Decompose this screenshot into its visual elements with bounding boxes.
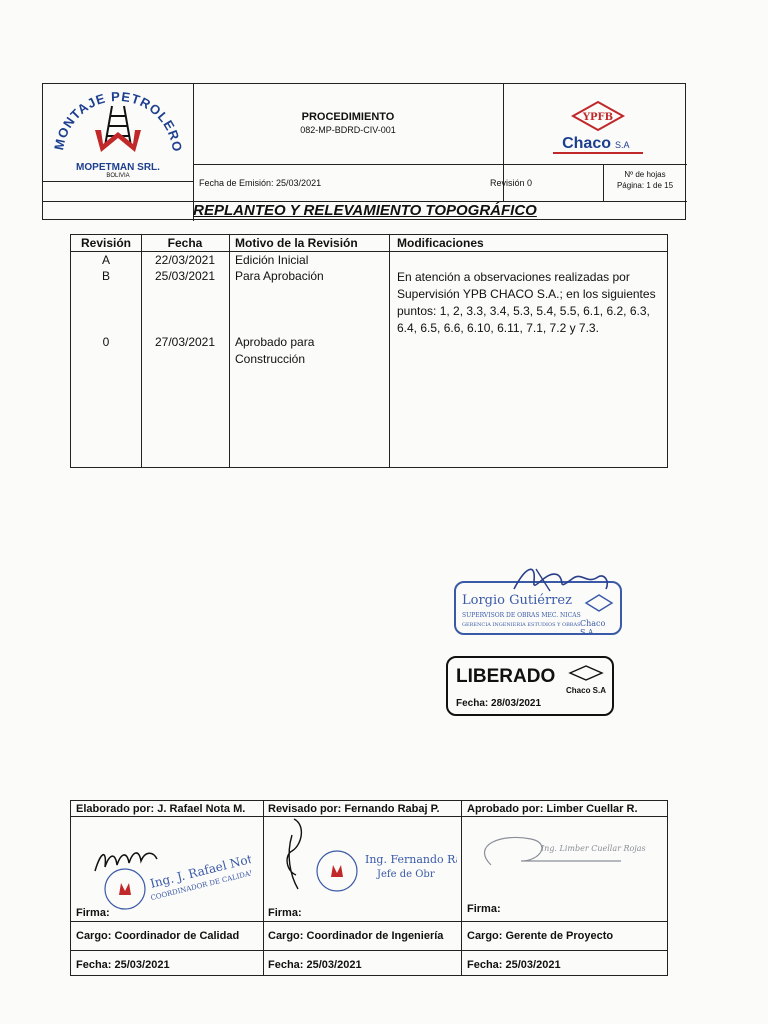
- chaco-suffix: S.A: [615, 140, 630, 150]
- row-reason: Edición Inicial: [235, 253, 309, 267]
- released-brand: Chaco S.A: [566, 686, 607, 695]
- row-reason: Aprobado para Construcción: [235, 335, 315, 366]
- row-modifications: En atención a observaciones realizadas por Supervisión YPB CHACO S.A.; en los siguientes puntos: 1, 2, 3.3, 3.4, 5.3, 5.4, 5.5, 6.1, 6.2, 6.3, 6.4, 6.5, 6.6, 6.10, 6.11, 7.1, 7.2 y 7.3.: [397, 270, 656, 335]
- document-title: REPLANTEO Y RELEVAMIENTO TOPOGRÁFICO: [193, 202, 537, 219]
- client-logo: [543, 98, 653, 158]
- role: Cargo: Coordinador de Ingeniería: [268, 930, 444, 942]
- row-rev: B: [101, 269, 110, 283]
- row-reason: Para Aprobación: [235, 269, 324, 283]
- signature-table: [70, 800, 668, 976]
- signer-stamp: [471, 825, 661, 885]
- date: Fecha: 25/03/2021: [268, 959, 362, 971]
- revision-number: Revisión 0: [490, 178, 533, 188]
- supervisor-stamp: [454, 581, 622, 635]
- sheets-label: Nº de hojas: [624, 170, 666, 179]
- date: Fecha: 25/03/2021: [76, 959, 170, 971]
- ypfb-diamond-icon: [584, 593, 614, 613]
- company-name: MOPETMAN SRL.: [76, 162, 160, 173]
- signature-label: Firma:: [467, 903, 501, 915]
- signer-stamp-role: Jefe de Obr: [377, 869, 435, 880]
- svg-text:MONTAJE PETROLERO: [51, 89, 185, 153]
- header-modifications: Modificaciones: [397, 236, 484, 250]
- header-reason: Motivo de la Revisión: [235, 236, 358, 250]
- signer-stamp-name: Ing. Fernando R: [365, 853, 456, 866]
- signer-stamp-name: Ing. J. Rafael Nota: [148, 850, 251, 891]
- supervisor-brand: Chaco S.A.: [580, 619, 606, 637]
- emission-date: Fecha de Emisión: 25/03/2021: [199, 178, 322, 188]
- signature-label: Firma:: [76, 907, 110, 919]
- released-stamp: [446, 656, 614, 716]
- role: Cargo: Gerente de Proyecto: [467, 930, 614, 942]
- row-rev: A: [101, 253, 110, 267]
- released-date: Fecha: 28/03/2021: [456, 698, 542, 709]
- m-logo-icon: [95, 130, 141, 152]
- prepared-by: Elaborado por: J. Rafael Nota M.: [76, 803, 246, 815]
- supervisor-name: Lorgio Gutiérrez: [462, 593, 572, 608]
- chaco-text: Chaco: [562, 135, 611, 152]
- row-date: 22/03/2021: [154, 253, 216, 267]
- signer-stamp-role: COORDINADOR DE CALIDAD: [149, 868, 251, 903]
- logo-arc-text: MONTAJE PETROLERO: [51, 88, 186, 154]
- doc-code: 082-MP-BDRD-CIV-001: [300, 125, 396, 135]
- signer-stamp-name: Ing. Limber Cuellar Rojas: [541, 844, 646, 853]
- doc-type: PROCEDIMIENTO: [301, 111, 395, 123]
- ypfb-diamond-icon: [566, 664, 606, 682]
- company-country: BOLIVIA: [106, 173, 130, 179]
- revision-table: [70, 234, 668, 468]
- row-rev: 0: [102, 335, 110, 349]
- signature-label: Firma:: [268, 907, 302, 919]
- released-label: LIBERADO: [456, 666, 556, 687]
- approved-by: Aprobado por: Limber Cuellar R.: [467, 803, 638, 815]
- reviewed-by: Revisado por: Fernando Rabaj P.: [268, 803, 440, 815]
- ypfb-text: YPFB: [582, 112, 614, 123]
- date: Fecha: 25/03/2021: [467, 959, 561, 971]
- signer-stamp: [307, 825, 457, 905]
- page-label: Página: 1 de 15: [616, 181, 674, 190]
- role: Cargo: Coordinador de Calidad: [76, 930, 240, 942]
- row-date: 27/03/2021: [154, 335, 216, 349]
- row-date: 25/03/2021: [154, 269, 216, 283]
- supervisor-line2: GERENCIA INGENIERIA ESTUDIOS Y OBRAS: [462, 622, 581, 628]
- header-date: Fecha: [167, 236, 203, 250]
- signer-stamp: [75, 837, 251, 913]
- document-header: [42, 83, 686, 220]
- supervisor-line1: SUPERVISOR DE OBRAS MEC. NICAS: [462, 612, 581, 619]
- header-revision: Revisión: [80, 236, 131, 250]
